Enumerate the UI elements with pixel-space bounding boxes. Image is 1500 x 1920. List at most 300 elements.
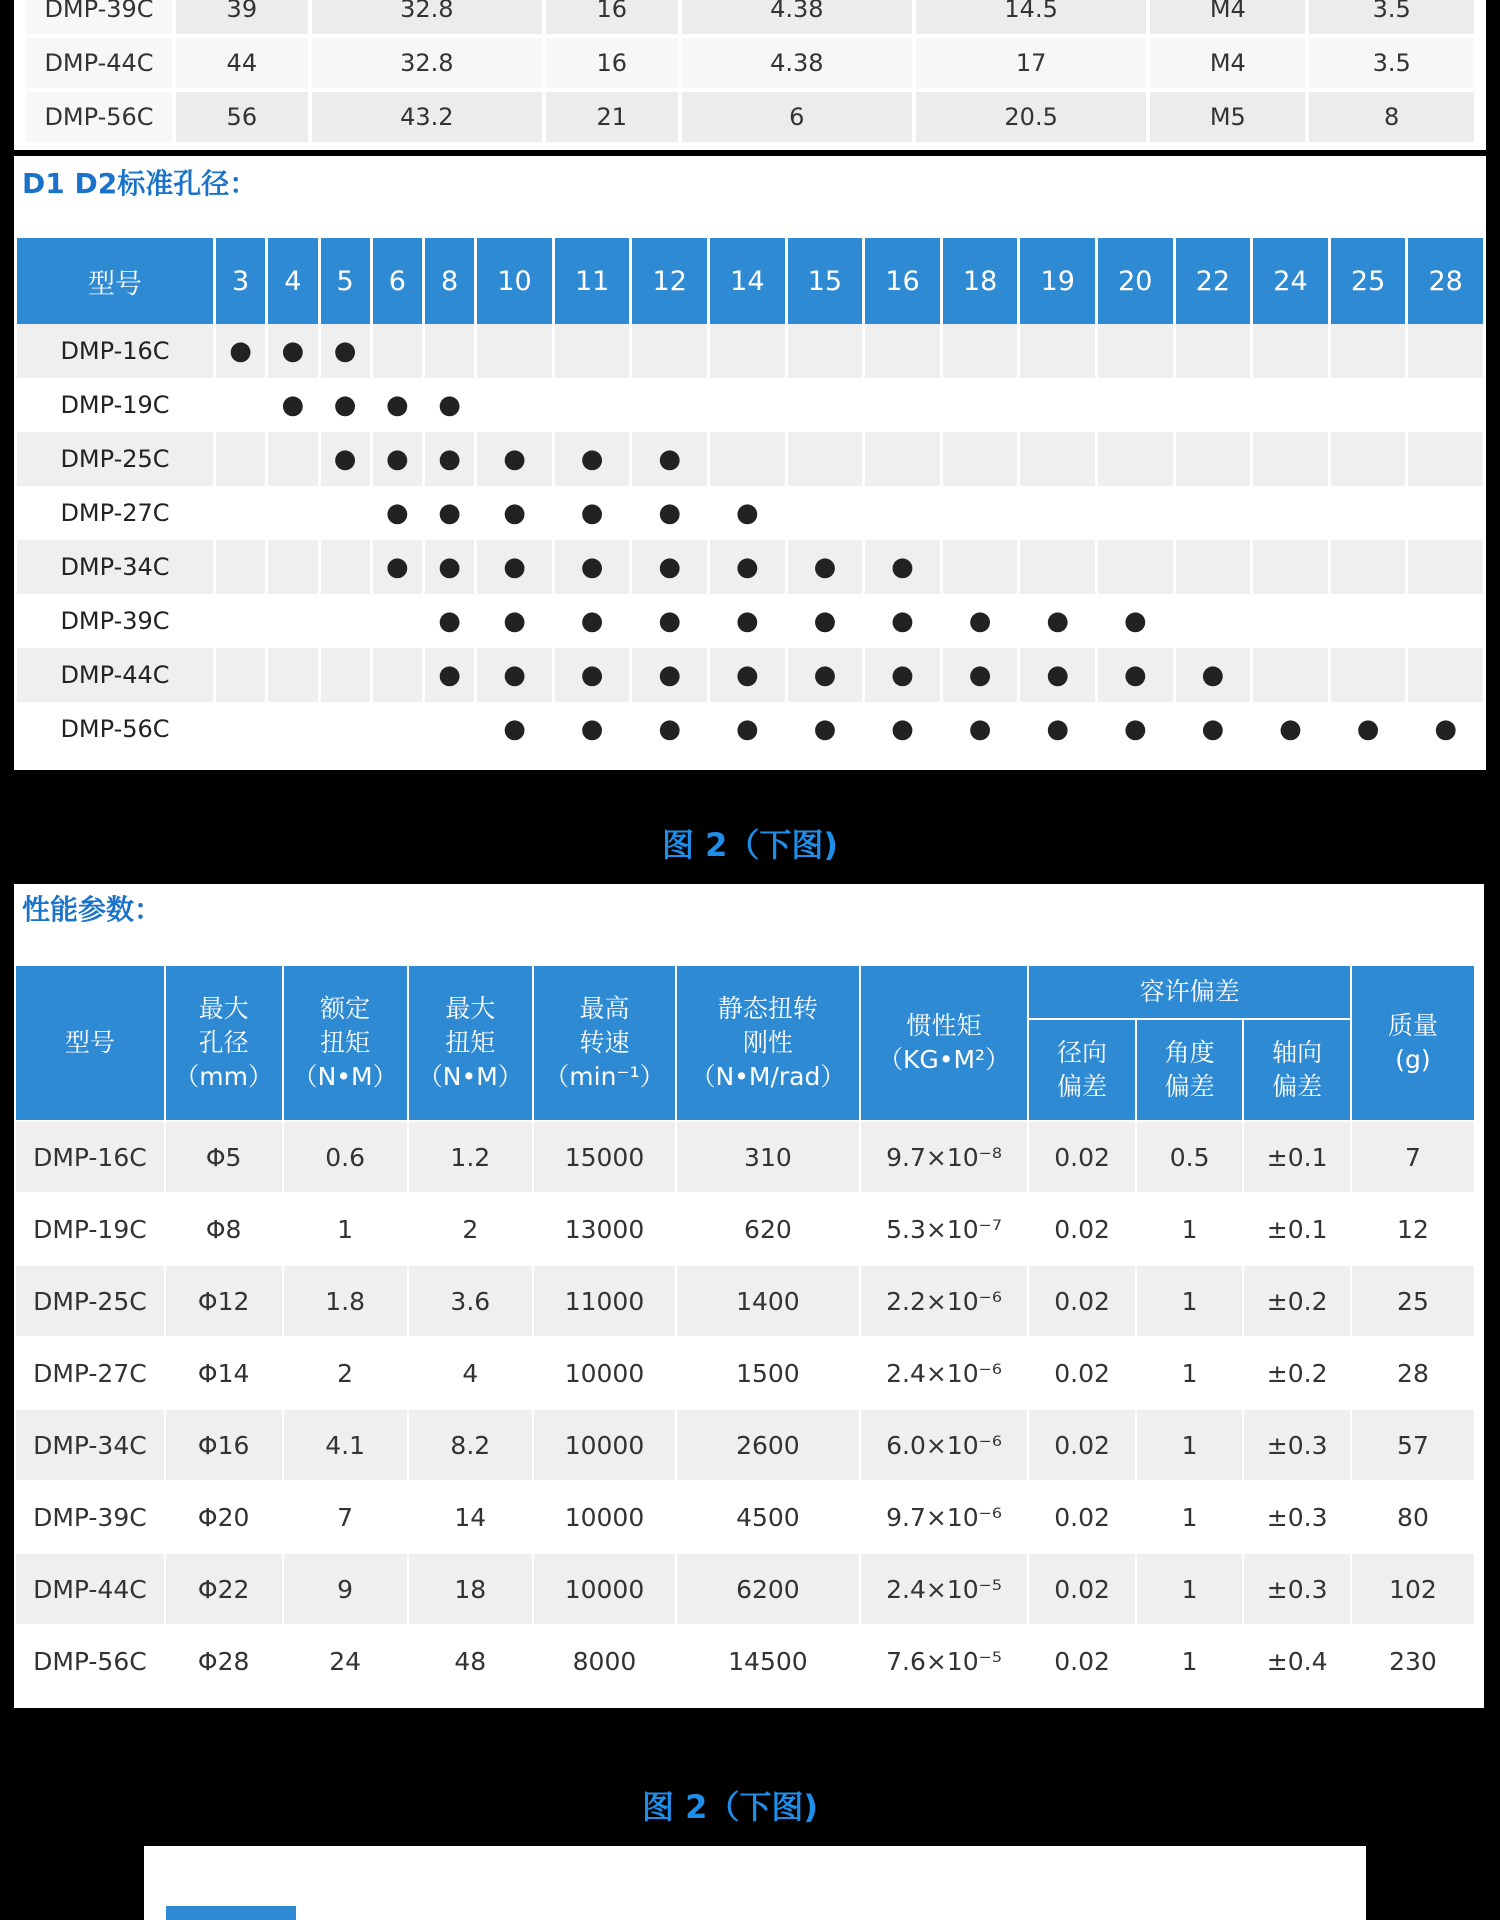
bore-availability-cell (321, 540, 370, 594)
table-cell: 620 (677, 1194, 859, 1264)
bore-availability-cell (1408, 324, 1483, 378)
model-cell: DMP-25C (17, 432, 213, 486)
availability-dot-icon: ● (1046, 714, 1070, 744)
bore-size-header: 25 (1331, 238, 1406, 324)
figure-caption: 图 2（下图) (661, 826, 839, 864)
bore-availability-cell (632, 702, 707, 756)
bore-size-header: 20 (1098, 238, 1173, 324)
table-cell: 0.02 (1029, 1122, 1135, 1192)
table-cell: 1.2 (409, 1122, 532, 1192)
bore-availability-cell (788, 594, 863, 648)
table-cell: 1 (1137, 1482, 1243, 1552)
bore-availability-cell (943, 324, 1018, 378)
bore-availability-cell (425, 432, 474, 486)
table-row (26, 38, 1474, 88)
table-cell: 7 (1352, 1122, 1474, 1192)
table-cell: Φ22 (166, 1554, 282, 1624)
bore-availability-cell (268, 702, 317, 756)
table-cell: 2.2×10⁻⁶ (861, 1266, 1028, 1336)
bore-availability-cell (1253, 486, 1328, 540)
bore-availability-cell (373, 432, 422, 486)
bore-availability-cell (321, 324, 370, 378)
bore-availability-cell (555, 702, 630, 756)
availability-dot-icon: ● (891, 606, 914, 636)
bore-availability-cell (477, 648, 552, 702)
table-cell: 1500 (677, 1338, 859, 1408)
table-cell: 16 (546, 38, 678, 88)
availability-dot-icon: ● (1279, 714, 1302, 744)
bore-availability-cell (1408, 540, 1483, 594)
bore-availability-cell (710, 432, 785, 486)
table-cell: ±0.4 (1244, 1626, 1350, 1696)
bore-availability-cell (1020, 324, 1095, 378)
bore-availability-cell (321, 594, 370, 648)
table-cell: ±0.3 (1244, 1554, 1350, 1624)
availability-dot-icon: ● (1434, 714, 1458, 744)
bore-availability-cell (865, 540, 940, 594)
availability-dot-icon: ● (968, 714, 992, 744)
bore-availability-cell (268, 378, 317, 432)
availability-dot-icon: ● (438, 498, 461, 528)
table-cell: 10000 (534, 1410, 675, 1480)
bore-availability-cell (788, 648, 863, 702)
bore-availability-cell (321, 378, 370, 432)
bore-availability-cell (555, 594, 630, 648)
availability-dot-icon: ● (386, 444, 409, 474)
table-cell: 2 (409, 1194, 532, 1264)
table-cell: M4 (1150, 38, 1305, 88)
bore-availability-cell (1020, 594, 1095, 648)
table-cell: 80 (1352, 1482, 1474, 1552)
header-line: 额定 (320, 994, 371, 1024)
bore-availability-cell (1176, 702, 1251, 756)
bore-availability-cell (477, 324, 552, 378)
availability-dot-icon: ● (580, 660, 604, 690)
table-cell: 56 (176, 92, 308, 142)
table-cell: 0.02 (1029, 1410, 1135, 1480)
model-cell: DMP-19C (17, 378, 213, 432)
header-line: 扭矩 (320, 1028, 371, 1058)
bore-availability-cell (632, 432, 707, 486)
table-row (17, 648, 1483, 702)
bore-availability-cell (1331, 540, 1406, 594)
bore-availability-cell (1098, 702, 1173, 756)
dimension-table-body (26, 0, 1474, 142)
bore-availability-cell (555, 540, 630, 594)
availability-dot-icon: ● (333, 390, 357, 420)
availability-dot-icon: ● (281, 336, 305, 366)
bore-availability-cell (865, 648, 940, 702)
availability-dot-icon: ● (1123, 606, 1147, 636)
availability-dot-icon: ● (229, 336, 252, 366)
bore-availability-cell (268, 324, 317, 378)
table-cell: 5.3×10⁻⁷ (861, 1194, 1028, 1264)
availability-dot-icon: ● (658, 552, 682, 582)
bore-availability-cell (788, 540, 863, 594)
table-cell: ±0.2 (1244, 1338, 1350, 1408)
model-cell: DMP-39C (17, 594, 213, 648)
header-line: 最大 (445, 994, 496, 1024)
table-row (16, 1410, 1474, 1480)
bore-availability-cell (710, 378, 785, 432)
availability-dot-icon: ● (1201, 714, 1225, 744)
availability-dot-icon: ● (386, 498, 409, 528)
header-line: 孔径 (198, 1028, 249, 1058)
bore-availability-cell (425, 648, 474, 702)
availability-dot-icon: ● (580, 498, 604, 528)
bore-availability-cell (216, 432, 265, 486)
table-row (16, 1482, 1474, 1552)
perf-header-tolerance: 容许偏差 (1029, 966, 1350, 1018)
bore-availability-cell (943, 378, 1018, 432)
availability-dot-icon: ● (1046, 606, 1070, 636)
bore-size-header: 10 (477, 238, 552, 324)
table-cell: M4 (1150, 0, 1305, 34)
bore-availability-cell (865, 594, 940, 648)
table-row (17, 594, 1483, 648)
perf-header-max-torque (409, 966, 532, 1120)
availability-dot-icon: ● (438, 552, 461, 582)
table-cell: 6.0×10⁻⁶ (861, 1410, 1028, 1480)
bore-availability-cell (1331, 324, 1406, 378)
table-cell: Φ14 (166, 1338, 282, 1408)
table-cell: ±0.1 (1244, 1194, 1350, 1264)
table-cell: 32.8 (312, 38, 542, 88)
availability-dot-icon: ● (503, 444, 526, 474)
bore-availability-cell (1176, 594, 1251, 648)
bore-availability-cell (1098, 486, 1173, 540)
table-cell: 0.02 (1029, 1554, 1135, 1624)
perf-header-mass (1352, 966, 1474, 1120)
bore-availability-cell (943, 648, 1018, 702)
table-cell: 4500 (677, 1482, 859, 1552)
table-cell: 16 (546, 0, 678, 34)
table-row (16, 1194, 1474, 1264)
table-row (26, 0, 1474, 34)
bore-header-model: 型号 (17, 238, 213, 324)
table-cell: 9 (284, 1554, 407, 1624)
perf-header-radial (1029, 1020, 1135, 1120)
bore-availability-cell (555, 324, 630, 378)
table-cell: 0.02 (1029, 1626, 1135, 1696)
bore-availability-cell (1408, 594, 1483, 648)
availability-dot-icon: ● (333, 444, 357, 474)
bore-availability-cell (425, 378, 474, 432)
bore-availability-cell (425, 540, 474, 594)
table-row (17, 702, 1483, 756)
availability-dot-icon: ● (658, 660, 682, 690)
table-cell: ±0.2 (1244, 1266, 1350, 1336)
bore-table-body (17, 324, 1483, 756)
bore-availability-cell (373, 324, 422, 378)
bore-availability-cell (788, 324, 863, 378)
bore-availability-cell (1253, 594, 1328, 648)
bore-size-header: 24 (1253, 238, 1328, 324)
bore-size-header: 11 (555, 238, 630, 324)
availability-dot-icon: ● (735, 606, 759, 636)
bore-availability-cell (1331, 378, 1406, 432)
bore-availability-cell (632, 540, 707, 594)
bore-size-header: 4 (268, 238, 317, 324)
bore-availability-cell (1020, 540, 1095, 594)
bore-size-header: 6 (373, 238, 422, 324)
table-cell: 2.4×10⁻⁶ (861, 1338, 1028, 1408)
availability-dot-icon: ● (658, 606, 682, 636)
table-cell: 1 (1137, 1194, 1243, 1264)
table-cell: 8 (1309, 92, 1474, 142)
table-cell: 3.6 (409, 1266, 532, 1336)
bore-size-header: 19 (1020, 238, 1095, 324)
bore-size-header: 3 (216, 238, 265, 324)
performance-table-body (16, 1122, 1474, 1696)
availability-dot-icon: ● (735, 714, 759, 744)
table-cell: 25 (1352, 1266, 1474, 1336)
bore-availability-cell (1176, 486, 1251, 540)
bore-availability-cell (216, 540, 265, 594)
table-row (17, 486, 1483, 540)
bore-availability-cell (477, 486, 552, 540)
perf-header-row-1 (16, 966, 1474, 1018)
bore-availability-cell (555, 486, 630, 540)
perf-header-model: 型号 (16, 966, 164, 1120)
bore-availability-cell (1176, 540, 1251, 594)
bore-availability-cell (425, 594, 474, 648)
section-title-bar (166, 1906, 296, 1920)
availability-dot-icon: ● (503, 606, 526, 636)
table-row (17, 540, 1483, 594)
header-line: （N•M/rad） (690, 1061, 846, 1091)
table-cell: 1400 (677, 1266, 859, 1336)
bore-availability-cell (865, 702, 940, 756)
bore-availability-cell (1253, 648, 1328, 702)
table-cell: 3.5 (1309, 0, 1474, 34)
table-cell: 24 (284, 1626, 407, 1696)
bore-availability-cell (1098, 432, 1173, 486)
bore-availability-cell (1408, 702, 1483, 756)
bore-section-title: D1 D2标准孔径： (22, 167, 258, 200)
model-cell: DMP-16C (17, 324, 213, 378)
bore-availability-cell (1331, 702, 1406, 756)
bore-availability-cell (1331, 432, 1406, 486)
table-cell: 8.2 (409, 1410, 532, 1480)
bore-availability-cell (1098, 540, 1173, 594)
table-cell: 310 (677, 1122, 859, 1192)
bore-availability-cell (865, 324, 940, 378)
table-cell: 230 (1352, 1626, 1474, 1696)
table-cell: 9.7×10⁻⁸ (861, 1122, 1028, 1192)
table-cell: 2600 (677, 1410, 859, 1480)
bore-availability-cell (1331, 648, 1406, 702)
table-cell: 0.5 (1137, 1122, 1243, 1192)
bore-availability-cell (865, 486, 940, 540)
bore-availability-cell (1253, 378, 1328, 432)
bore-size-header: 22 (1176, 238, 1251, 324)
table-cell: 10000 (534, 1482, 675, 1552)
table-cell: 10000 (534, 1338, 675, 1408)
table-cell: 15000 (534, 1122, 675, 1192)
performance-section-title: 性能参数： (22, 893, 163, 926)
availability-dot-icon: ● (580, 714, 604, 744)
bore-availability-cell (943, 432, 1018, 486)
bore-availability-cell (865, 432, 940, 486)
table-cell: 10000 (534, 1554, 675, 1624)
header-line: 轴向 (1272, 1038, 1323, 1068)
availability-dot-icon: ● (503, 660, 526, 690)
bore-availability-cell (632, 324, 707, 378)
bore-availability-cell (788, 432, 863, 486)
table-cell: 102 (1352, 1554, 1474, 1624)
bore-availability-cell (1408, 432, 1483, 486)
table-cell: 0.02 (1029, 1266, 1135, 1336)
table-cell: ±0.3 (1244, 1482, 1350, 1552)
dimension-table-fragment (14, 0, 1486, 150)
bore-availability-cell (1408, 648, 1483, 702)
perf-header-max-speed (534, 966, 675, 1120)
bore-availability-cell (555, 378, 630, 432)
perf-header-axial (1244, 1020, 1350, 1120)
bore-availability-cell (632, 486, 707, 540)
table-cell: Φ20 (166, 1482, 282, 1552)
model-cell: DMP-27C (17, 486, 213, 540)
header-line: 径向 (1057, 1038, 1108, 1068)
bore-availability-cell (373, 378, 422, 432)
table-cell: 1 (1137, 1410, 1243, 1480)
bore-availability-cell (1020, 648, 1095, 702)
perf-header-angular (1137, 1020, 1243, 1120)
bore-availability-cell (555, 648, 630, 702)
bore-availability-cell (1331, 486, 1406, 540)
bore-availability-cell (268, 540, 317, 594)
table-cell: 14 (409, 1482, 532, 1552)
availability-dot-icon: ● (1123, 660, 1147, 690)
table-cell: 8000 (534, 1626, 675, 1696)
table-cell: 17 (916, 38, 1146, 88)
bore-size-header: 8 (425, 238, 474, 324)
table-row (16, 1122, 1474, 1192)
perf-header-max-bore (166, 966, 282, 1120)
table-cell: 4 (409, 1338, 532, 1408)
availability-dot-icon: ● (968, 606, 992, 636)
availability-dot-icon: ● (813, 660, 837, 690)
table-cell: 1 (1137, 1338, 1243, 1408)
table-cell: Φ16 (166, 1410, 282, 1480)
bore-size-header: 14 (710, 238, 785, 324)
bore-availability-cell (373, 702, 422, 756)
bore-availability-cell (373, 486, 422, 540)
bore-availability-cell (321, 648, 370, 702)
table-cell: 57 (1352, 1410, 1474, 1480)
table-cell: 11000 (534, 1266, 675, 1336)
bore-availability-cell (321, 432, 370, 486)
bore-availability-cell (788, 702, 863, 756)
perf-header-rated-torque (284, 966, 407, 1120)
header-line: 角度 (1164, 1038, 1215, 1068)
table-cell: 1 (1137, 1626, 1243, 1696)
bore-availability-cell (1408, 486, 1483, 540)
availability-dot-icon: ● (580, 606, 604, 636)
table-cell: ±0.1 (1244, 1122, 1350, 1192)
bore-availability-cell (425, 702, 474, 756)
header-line: （mm） (174, 1061, 274, 1091)
bore-availability-cell (943, 594, 1018, 648)
bore-header-row (17, 238, 1483, 324)
bore-availability-cell (477, 594, 552, 648)
bore-availability-cell (216, 324, 265, 378)
availability-dot-icon: ● (658, 714, 682, 744)
bore-availability-cell (216, 702, 265, 756)
table-cell: 0.02 (1029, 1194, 1135, 1264)
table-cell: 44 (176, 38, 308, 88)
table-row (16, 1338, 1474, 1408)
bore-availability-cell (216, 594, 265, 648)
table-cell: 4.1 (284, 1410, 407, 1480)
bore-availability-cell (1253, 324, 1328, 378)
bore-availability-cell (710, 540, 785, 594)
bore-availability-cell (1176, 648, 1251, 702)
bore-availability-cell (477, 378, 552, 432)
table-cell: 7.6×10⁻⁵ (861, 1626, 1028, 1696)
table-cell: 6 (682, 92, 912, 142)
bore-availability-cell (321, 486, 370, 540)
next-section-panel (144, 1846, 1366, 1920)
table-cell: 2.4×10⁻⁵ (861, 1554, 1028, 1624)
model-cell: DMP-56C (17, 702, 213, 756)
bore-availability-cell (216, 648, 265, 702)
table-cell: 1 (1137, 1266, 1243, 1336)
bore-availability-cell (788, 486, 863, 540)
table-cell: Φ28 (166, 1626, 282, 1696)
bore-availability-cell (943, 702, 1018, 756)
bore-availability-cell (1020, 432, 1095, 486)
model-cell: DMP-56C (26, 92, 172, 142)
header-line: 扭矩 (445, 1028, 496, 1058)
table-cell: 3.5 (1309, 38, 1474, 88)
table-cell: 4.38 (682, 0, 912, 34)
bore-availability-cell (216, 486, 265, 540)
availability-dot-icon: ● (580, 444, 604, 474)
bore-availability-cell (1098, 378, 1173, 432)
header-line: 最高 (579, 994, 630, 1024)
availability-dot-icon: ● (503, 714, 526, 744)
table-cell: 9.7×10⁻⁶ (861, 1482, 1028, 1552)
header-line: 刚性 (742, 1028, 793, 1058)
header-line: 偏差 (1057, 1072, 1108, 1101)
bore-diameter-table (14, 238, 1486, 756)
bore-availability-cell (1098, 594, 1173, 648)
model-cell: DMP-44C (17, 648, 213, 702)
table-cell: 13000 (534, 1194, 675, 1264)
availability-dot-icon: ● (503, 498, 526, 528)
bore-availability-cell (477, 540, 552, 594)
availability-dot-icon: ● (1356, 714, 1380, 744)
bore-availability-cell (1253, 702, 1328, 756)
table-cell: 6200 (677, 1554, 859, 1624)
table-cell: 1.8 (284, 1266, 407, 1336)
table-cell: 7 (284, 1482, 407, 1552)
availability-dot-icon: ● (813, 606, 837, 636)
table-row (17, 324, 1483, 378)
table-cell: 48 (409, 1626, 532, 1696)
bore-availability-cell (268, 594, 317, 648)
table-cell: 1 (284, 1194, 407, 1264)
bore-availability-cell (710, 594, 785, 648)
table-cell: 14500 (677, 1626, 859, 1696)
availability-dot-icon: ● (386, 390, 409, 420)
table-row (26, 92, 1474, 142)
header-line: （KG•M²） (877, 1045, 1011, 1074)
header-line: 偏差 (1164, 1072, 1215, 1101)
model-cell: DMP-27C (16, 1338, 164, 1408)
